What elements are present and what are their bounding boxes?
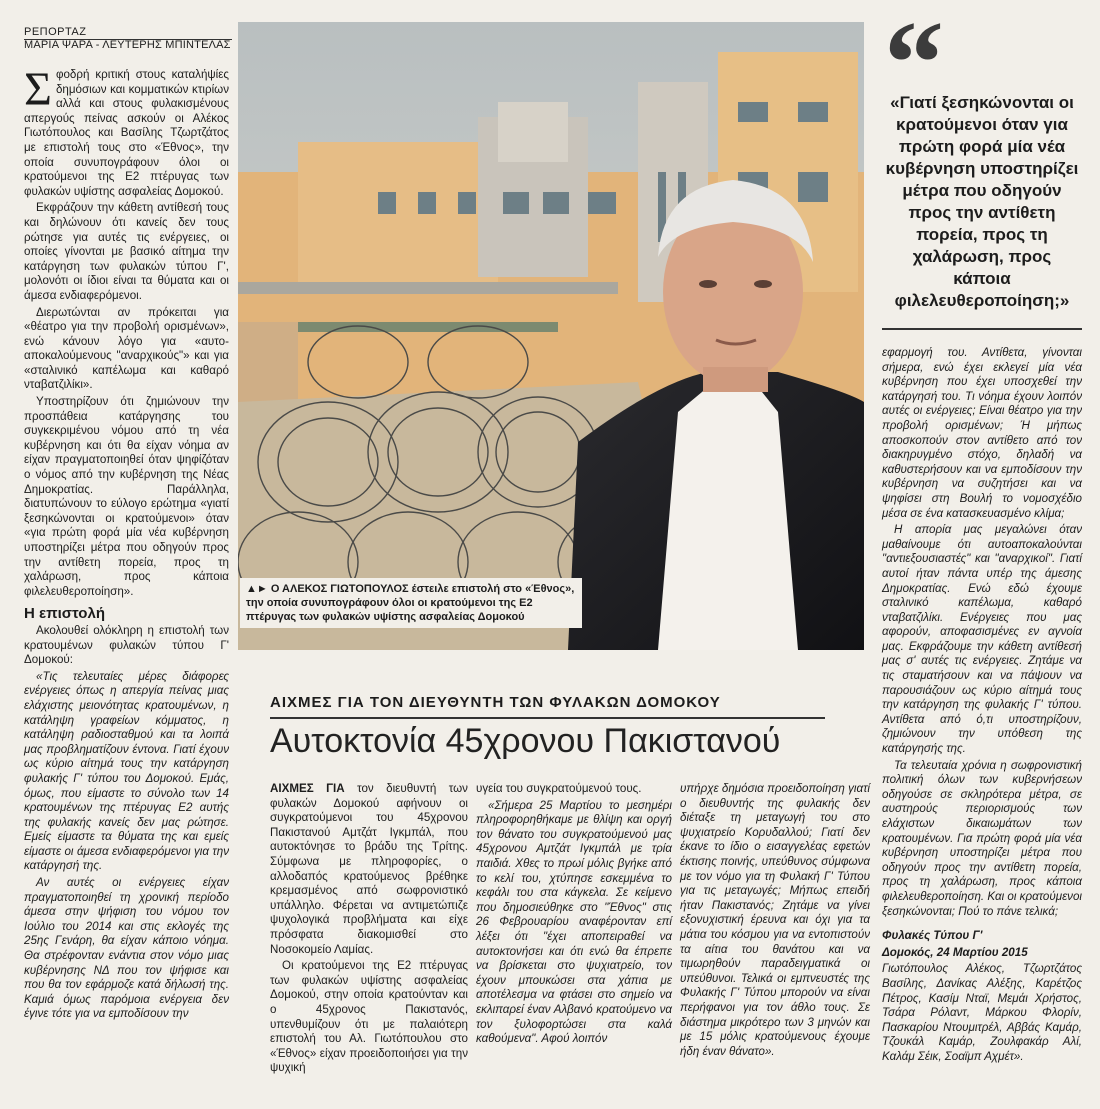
intro-paragraph: Σφοδρή κριτική στους καταλήψίες δημόσιων και κομματικών κτιρίων αλλά και στους φυλακισμένους απεργούς πείνας ασκούν οι Αλέκος Γιωτόπουλος και Βασίλης Τζωρτζάτος με επιστολή τους στο «Έθνος», την οποία συνυπογράφουν όλοι οι κρατούμενοι της Ε2 πτέρυγας των φυλακών υψίστης ασφαλείας Δομοκού. [24,63,229,198]
letter-paragraph: «Τις τελευταίες μέρες διάφορες ενέργειες όπως η απεργία πείνας μιας ελάχιστης μειονότητας κρατουμένων, η κατάληψη γραφείων κόμματος, η κατάληψη ραδιοσταθμού και τα λοιπά μας προβληματίζουν έντονα. Γιατί έχουν ως κύριο αίτημά τους την κατάργηση φυλακής Γ' τύπου του Δομοκού. Εμάς, όμως, που είμαστε το σύνολο των 14 κρατουμένων της πτέρυγας Ε2 αυτής της φυλακής κανείς δεν μας ρώτησε. Εμείς είμαστε τα θύματα της και εμείς είμαστε οι άμεσα ενδιαφερόμενοι για την κατάργησή της. [24,669,229,873]
letter-paragraph: εφαρμογή του. Αντίθετα, γίνονται σήμερα, ενώ έχει εκλεγεί μία νέα κυβέρνηση που έχει υποσχεθεί την κατάργησή του. Τι νόημα έχουν λοιπόν αυτές οι ενέργειες; Είναι θέατρο για την προβολή ορισμένων; Ή μήπως αποσκοπούν στον αντίθετο από τον διακηρυγμένο στόχο, δηλαδή να καθυστερήσουν και να εμποδίσουν την κυβέρνηση να συζητήσει και να ψηφίσει στη Βουλή το νομοσχέδιο μέσα σε ένα κατασκευασμένο κλίμα; [882,346,1082,520]
quoted-statement: «Σήμερα 25 Μαρτίου το μεσημέρι πληροφορηθήκαμε με θλίψη και οργή τον θάνατο του συγκρατούμενού μας 45χρονου Αμτζάτ Ιγκμπάλ με τρία παιδιά. Χθες το πρωί μόλις βγήκε από το κελί του, χτύπησε εσκεμμένα το κεφάλι του στα κάγκελα. Σε κείμενο που δημοσιεύθηκε στο "Έθνος" στις 26 Φεβρουαρίου αναφέρονταν επί λέξει ότι "έχει αποπειραθεί να αυτοκτονήσει και ότι ενώ θα έπρεπε να βρίσκεται στο ψυχιατρείο, τον έχουν μπουκώσει στα χάπια με αποτέλεσμα να φτάσει στο σημείο να εκλιπαρεί έναν Αλβανό κρατούμενο να τον ξυλοφορτώσει στα καλά καθούμενα". Αφού λοιπόν [476,798,672,1046]
signatories: Γιωτόπουλος Αλέκος, Τζωρτζάτος Βασίλης, Δανίκας Αλέξης, Καρέτζος Πέτρος, Κασίμ Νταϊ, Μεμάι Χρήστος, Τσάρα Ρόλαντ, Μάρκου Φλορίν, Πασκαρίου Ντουμιτρέλ, Αββάς Καμάρ, Τζουκάλ Καμάρ, Ζουλφακάρ Αλί, Καλάμ Σέικ, Σοαϊμπ Αχμέτ». [882,962,1082,1063]
paragraph: Οι κρατούμενοι της Ε2 πτέρυγας των φυλακών υψίστης ασφαλείας Δομοκού, στην οποία κρατούνταν και ο 45χρονος Πακιστανός, υπενθυμίζουν ότι με παλαιότερη επιστολή του Αλ. Γιωτόπουλου στο «Έθνος» είχαν προειδοποιήσει για την ψυχική [270,959,468,1075]
bylines: ΜΑΡΙΑ ΨΑΡΑ - ΛΕΥΤΕΡΗΣ ΜΠΙΝΤΕΛΑΣ [24,39,231,51]
photo-caption: ▲► Ο ΑΛΕΚΟΣ ΓΙΩΤΟΠΟΥΛΟΣ έστειλε επιστολή στο «Έθνος», την οποία συνυπογράφουν όλοι οι κρατούμενοι της Ε2 πτέρυγας των φυλακών υψίστης ασφαλείας Δομοκού [240,578,582,628]
signature-place: Φυλακές Τύπου Γ' [882,929,983,943]
right-column [882,346,1082,1067]
dropcap: Σ [24,63,52,116]
paragraph: Διερωτώνται αν πρόκειται για «θέατρο για την προβολή ορισμένων», ενώ κάνουν λόγο για «αυτο-αποκαλούμενους "αναρχικούς"» και για «σταλινικό καπέλωμα και καθαρό νταβατζιλίκι». [24,305,229,392]
story-column-1 [270,782,468,1078]
paragraph: Ακολουθεί ολόκληρη η επιστολή των κρατουμένων φυλακών τύπου Γ' Δομοκού: [24,623,229,667]
story-lead-words: ΑΙΧΜΕΣ ΓΙΑ [270,782,345,795]
paragraph: Εκφράζουν την κάθετη αντίθεσή τους και δηλώνουν ότι κανείς δεν τους ρώτησε για αυτές τις ενέργειες, οι οποίες γίνονται με βασικό αίτημα την κατάργηση των φυλακών τύπου Γ', μολονότι οι ίδιοι είναι τα θύματα και οι άμεσα ενδιαφερόμενοι. [24,201,229,302]
letter-paragraph: Αν αυτές οι ενέργειες είχαν πραγματοποιηθεί τη χρονική περίοδο άμεσα στην ψήφιση του νόμου τον Ιούλιο του 2014 και στις εκλογές της 25ης Γενάρη, θα είχαν κάποιο νόημα. Θα στρέφονταν ενάντια στον νόμο μιας κυβέρνησης ΝΔ που τον ψήφισε και που θα τον εφάρμοζε κατά δήλωσή της. Καμιά όμως παρόμοια ενέργεια δεν έγινε τότε για να εμποδίσουν την [24,876,229,1021]
story-lead-paragraph: ΑΙΧΜΕΣ ΓΙΑ τον διευθυντή των φυλακών Δομοκού αφήνουν οι συγκρατούμενοι του 45χρονου Πακιστανού Αμτζάτ Ιγκμπάλ, που αυτοκτόνησε το βράδυ της Τρίτης. Σύμφωνα με πληροφορίες, ο αλλοδαπός κρατούμενος βρέθηκε κρεμασμένος από σωφρονιστικό υπάλληλο. Φέρεται να αντιμετώπιζε ψυχολογικά προβλήματα και είχε πρόσφατα διακομισθεί στο Νοσοκομείο Λαμίας. [270,782,468,956]
letter-paragraph: Τα τελευταία χρόνια η σωφρονιστική πολιτική όλων των κυβερνήσεων οδηγούσε σε σκληρότερα μέτρα, σε αυστηρούς περιορισμούς των ελάχιστων δικαιωμάτων των κρατουμένων. Για πρώτη φορά μία νέα κυβέρνηση υποστηρίζει μέτρα που οδηγούν προς την αντίθετη πορεία, προς τη χαλάρωση, προς κάποια φιλελευθεροποίηση. Και οι κρατούμενοι ξεσηκώνονται; Πού το πάνε τελικά; [882,758,1082,918]
prison-photo-illustration [238,22,864,650]
section-rubric: ΡΕΠΟΡΤΑΖ [24,26,232,40]
letter-paragraph: Η απορία μας μεγαλώνει όταν μαθαίνουμε ότι αυτοαποκαλούνται "αντιεξουσιαστές" και "αναρχικοί". Γιατί αυτοί ήταν πάντα υπέρ της άμεσης Δημοκρατίας. Ενώ εδώ έχουμε σταλινικό καπέλωμα, καθαρό νταβατζιλίκι. Ενέργειες που μας αφορούν, αποφασισμένες εν αγνοία μας. Εκφράζουμε την κάθετη αντίθεσή μας σ' αυτές τις ενέργειες. Ζητάμε να τις σταματήσουν και να πάψουν να παρουσιάζουν ως κύριο αίτημά τους την κατάργηση της φυλακής Γ' τύπου. Αντίθετα από ό,τι υποστηρίζουν, ζημιώνουν την υπόθεση της κατάργησής της. [882,523,1082,756]
prison-photo [238,22,864,650]
story-column-3 [680,782,870,1061]
paragraph: υγεία του συγκρατούμενού τους. [476,782,642,795]
quote-mark-icon: “ [884,0,944,129]
quoted-statement-continued: υπήρχε δημόσια προειδοποίηση γιατί ο διευθυντής της φυλακής δεν διέταξε τη μεταγωγή του στο ψυχιατρείο Κορυδαλλού; Γιατί δεν έκανε το ίδιο ο εισαγγελέας εφετών έκτισης ποινής, υπεύθυνος σύμφωνα με τον νόμο για τη Φυλακή Γ' Τύπου για τις μεταγωγές; Μήπως επειδή ήταν Πακιστανός; Ζητάμε να γίνει εξονυχιστική έρευνα και όχι για τα μάτια του κόσμου για να εντοπιστούν τα αίτια του θανάτου και να τιμωρηθούν παραδειγματικά οι υπεύθυνοι. Τελικά οι εμπνευστές της Φυλακής Γ' Τύπου μπορούν να είναι περήφανοι για τον άθλο τους. Σε διάστημα μικρότερο των 3 μηνών και με 15 μόλις κρατούμενους έχουμε ήδη έναν θάνατο». [680,782,870,1058]
kicker: ΑΙΧΜΕΣ ΓΙΑ ΤΟΝ ΔΙΕΥΘΥΝΤΗ ΤΩΝ ΦΥΛΑΚΩΝ ΔΟΜΟΚΟΥ [270,694,825,719]
paragraph: Υποστηρίζουν ότι ζημιώνουν την προσπάθεια κατάργησης του συγκεκριμένου νόμου από τη νέα κυβέρνηση και ότι θα είχαν νόημα αν είχαν πραγματοποιηθεί όταν ψηφίζόταν ο νόμος από την κυβέρνηση της Νέας Δημοκρατίας. Παράλληλα, διατυπώνουν το εύλογο ερώτημα «γιατί ξεσηκώνονται οι κρατούμενοι» όταν «για πρώτη φορά μία νέα κυβέρνηση υποστηρίζει μέτρα που οδηγούν προς την αντίθετη πορεία, προς τη χαλάρωση, προς κάποια φιλελευθεροποίηση». [24,395,229,598]
headline: Αυτοκτονία 45χρονου Πακιστανού [270,722,781,760]
pull-quote: «Γιατί ξεσηκώνονται οι κρατούμενοι όταν για πρώτη φορά μία νέα κυβέρνηση υποστηρίζει μέτρα που οδηγούν προς την αντίθετη πορεία, προς τη χαλάρωση, προς κάποια φιλελευθεροποίηση;» [882,92,1082,330]
left-column [24,63,229,1024]
story-column-2 [476,782,672,1049]
signature-date: Δομοκός, 24 Μαρτίου 2015 [882,945,1028,959]
subheading-letter: Η επιστολή [24,605,105,623]
